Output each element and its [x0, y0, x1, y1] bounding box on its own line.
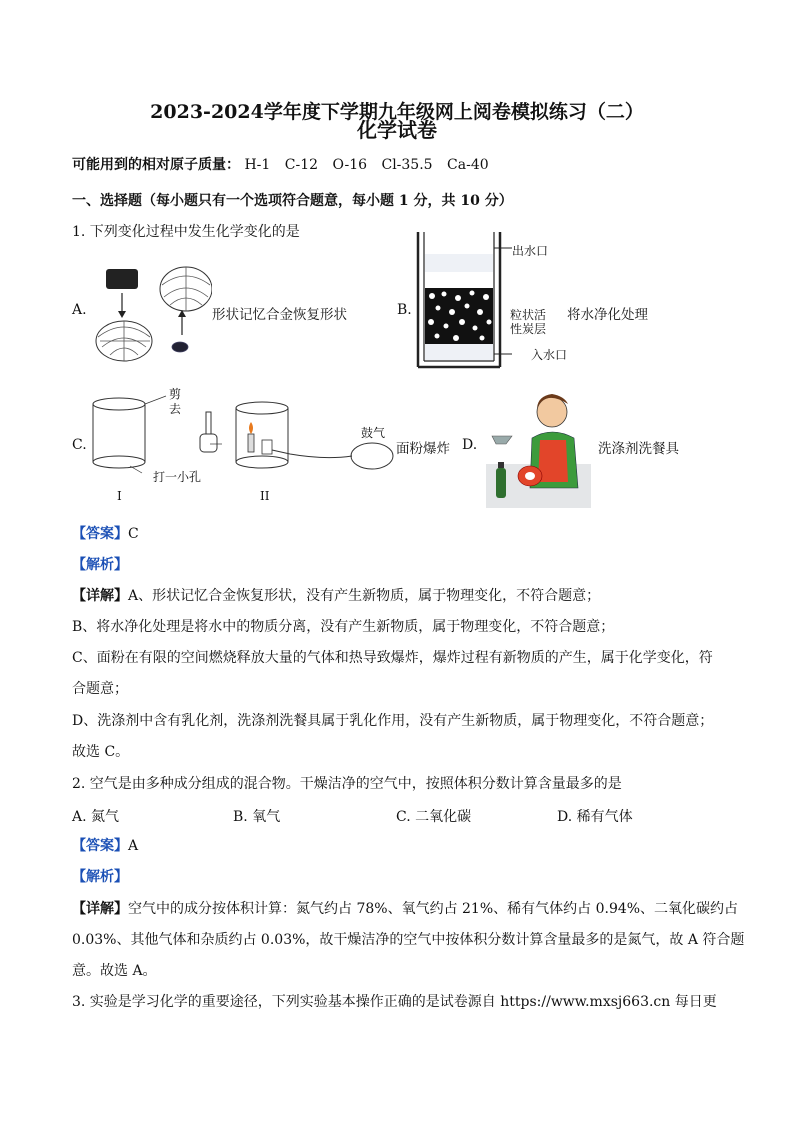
q2-option-d: D. 稀有气体 [557, 809, 633, 825]
q1-detail-tag: 【详解】 [72, 588, 128, 604]
q1-answer-line [72, 524, 734, 544]
exam-subtitle: 化学试卷 [357, 118, 437, 142]
q1-c-label: C. [72, 437, 87, 453]
q2-detail1: 空气中的成分按体积计算：氮气约占 78%、氧气约占 21%、稀有气体约占 0.94%、二氧化碳约占 [128, 901, 739, 917]
q1-conclusion: 故选 C。 [72, 744, 130, 760]
section-heading: 一、选择题（每小题只有一个选项符合题意，每小题 1 分，共 10 分） [72, 193, 513, 209]
mass-c: C-12 [284, 157, 319, 173]
q1-detail-c1: C、面粉在有限的空间燃烧释放大量的气体和热导致爆炸，爆炸过程有新物质的产生，属于化学变化，符 [72, 650, 713, 666]
q1-c-blow: 鼓气 [361, 426, 386, 440]
q1-d-label: D. [462, 437, 478, 453]
mass-ca: Ca-40 [447, 157, 489, 173]
mass-cl: Cl-35.5 [381, 157, 433, 173]
q2-detail3: 意。故选 A。 [72, 963, 157, 979]
q2-answer: A [128, 838, 139, 854]
water-purifier-figure [412, 226, 512, 371]
q2-analysis-tag: 【解析】 [72, 869, 128, 885]
q2-detail1-line [72, 899, 739, 919]
q2-answer-line [72, 836, 734, 856]
q2-option-b: B. 氧气 [233, 809, 281, 825]
q1-c-hole: 打一小孔 [153, 470, 202, 484]
exam-title: 2023-2024学年度下学期九年级网上阅卷模拟练习（二） [150, 101, 644, 123]
q1-detail-a: A、形状记忆合金恢复形状，没有产生新物质，属于物理变化，不符合题意； [128, 588, 601, 604]
q1-b-outlet: 出水口 [512, 244, 549, 258]
q2-detail2: 0.03%、其他气体和杂质约占 0.03%，故干燥洁净的空气中按体积分数计算含量最多的是氮气，故 A 符合题 [72, 932, 745, 948]
q1-answer-tag: 【答案】 [72, 526, 128, 542]
q1-c-cut2: 去 [169, 402, 182, 416]
dishwashing-figure [486, 382, 591, 508]
q1-detail-c2: 合题意； [72, 681, 128, 697]
q3-stem: 3. 实验是学习化学的重要途径，下列实验基本操作正确的是试卷源自 https://www.mxsj663.cn 每日更 [72, 994, 717, 1010]
shape-memory-alloy-figure [92, 255, 212, 365]
mass-h: H-1 [244, 157, 271, 173]
q2-answer-tag: 【答案】 [72, 838, 128, 854]
mass-o: O-16 [332, 157, 368, 173]
q1-c-text: 面粉爆炸 [396, 441, 450, 457]
flour-explosion-figure [90, 388, 400, 488]
q1-c-cut1: 剪 [169, 387, 182, 401]
q1-c-fig2: II [260, 489, 270, 503]
atomic-mass-label: 可能用到的相对原子质量： [72, 157, 240, 173]
q1-detail-a-line [72, 586, 734, 606]
q1-b-text: 将水净化处理 [567, 307, 648, 323]
q1-answer: C [128, 526, 139, 542]
q2-option-a: A. 氮气 [72, 809, 120, 825]
q2-stem: 2. 空气是由多种成分组成的混合物。干燥洁净的空气中，按照体积分数计算含量最多的是 [72, 776, 622, 792]
atomic-mass-line [72, 155, 734, 175]
q1-analysis-tag: 【解析】 [72, 557, 128, 573]
q1-b-layer2: 性炭层 [510, 322, 547, 336]
q1-detail-b: B、将水净化处理是将水中的物质分离，没有产生新物质，属于物理变化，不符合题意； [72, 619, 615, 635]
q1-b-label: B. [397, 302, 412, 318]
q1-detail-d: D、洗涤剂中含有乳化剂，洗涤剂洗餐具属于乳化作用，没有产生新物质，属于物理变化，不符合题意； [72, 713, 714, 729]
q1-d-text: 洗涤剂洗餐具 [598, 441, 679, 457]
q1-b-inlet: 入水口 [531, 348, 568, 362]
q1-stem: 1. 下列变化过程中发生化学变化的是 [72, 224, 300, 240]
q2-option-c: C. 二氧化碳 [396, 809, 472, 825]
q1-a-label: A. [72, 302, 87, 318]
q1-b-layer1: 粒状活 [510, 308, 547, 322]
q1-c-fig1: I [117, 489, 122, 503]
q1-a-text: 形状记忆合金恢复形状 [212, 307, 347, 323]
q2-detail-tag: 【详解】 [72, 901, 128, 917]
